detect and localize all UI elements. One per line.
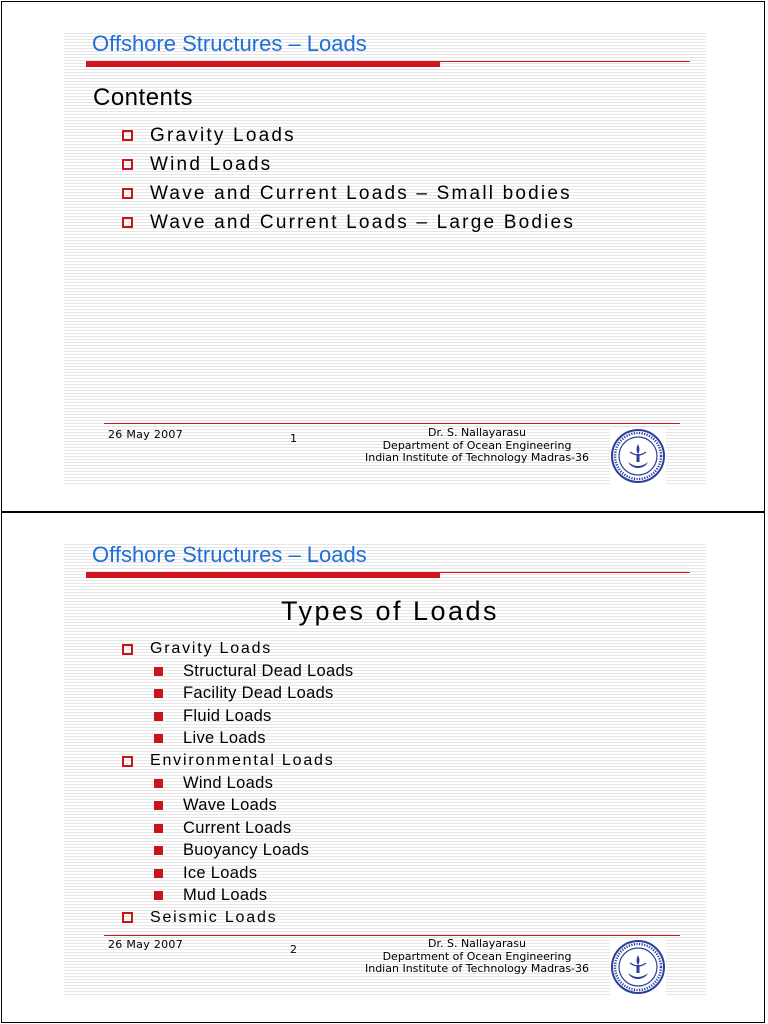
filled-square-bullet-icon — [154, 689, 163, 698]
slide-2 — [64, 542, 706, 997]
footer-department: Department of Ocean Engineering — [382, 949, 572, 963]
list-item-text: Buoyancy Loads — [183, 841, 310, 860]
hollow-square-bullet-icon — [122, 217, 133, 228]
list-item — [122, 208, 575, 237]
contents-list — [122, 121, 575, 237]
filled-square-bullet-icon — [154, 824, 163, 833]
footer-page-number: 2 — [290, 943, 297, 956]
list-item-text: Structural Dead Loads — [183, 662, 354, 681]
footer-department: Department of Ocean Engineering — [382, 438, 572, 452]
list-item-text: Live Loads — [183, 729, 266, 748]
list-item — [122, 907, 353, 929]
list-item-text: Wind Loads — [150, 153, 273, 175]
title-underline-thick — [86, 61, 440, 67]
footer-institute: Indian Institute of Technology Madras-36 — [364, 962, 590, 975]
filled-square-bullet-icon — [154, 712, 163, 721]
filled-square-bullet-icon — [154, 779, 163, 788]
list-item-text: Environmental Loads — [150, 752, 335, 770]
list-item — [122, 750, 353, 772]
filled-square-bullet-icon — [154, 667, 163, 676]
footer-page-number: 1 — [290, 432, 297, 445]
list-item-text: Fluid Loads — [183, 706, 272, 725]
footer-rule — [104, 935, 680, 936]
filled-square-bullet-icon — [154, 846, 163, 855]
list-item — [122, 150, 575, 179]
iit-madras-seal-icon — [610, 939, 666, 995]
list-item-text: Wind Loads — [183, 774, 274, 793]
title-underline-thin — [440, 61, 690, 62]
footer-rule — [104, 423, 680, 424]
hollow-square-bullet-icon — [122, 912, 133, 923]
filled-square-bullet-icon — [154, 869, 163, 878]
list-item-text: Gravity Loads — [150, 640, 273, 658]
list-item-text: Gravity Loads — [150, 124, 296, 146]
list-item-text: Wave and Current Loads – Large Bodies — [150, 211, 576, 233]
list-item-text: Mud Loads — [183, 885, 268, 904]
title-underline-thick — [86, 572, 440, 578]
list-item — [122, 179, 575, 208]
list-item-text: Wave Loads — [183, 796, 278, 815]
slide-heading: Contents — [93, 84, 194, 111]
slide-title: Offshore Structures – Loads — [92, 31, 367, 56]
hollow-square-bullet-icon — [122, 159, 133, 170]
footer-date: 26 May 2007 — [108, 938, 184, 951]
types-of-loads-list — [122, 638, 353, 929]
sub-list-item — [122, 683, 353, 705]
hollow-square-bullet-icon — [122, 130, 133, 141]
footer-date: 26 May 2007 — [108, 428, 184, 441]
slide-title: Offshore Structures – Loads — [92, 542, 367, 567]
sub-list-item — [122, 817, 353, 839]
list-item-text: Facility Dead Loads — [183, 684, 334, 703]
document-page-2 — [1, 512, 765, 1023]
list-item — [122, 638, 353, 660]
footer-author: Dr. S. Nallayarasu — [428, 937, 526, 950]
filled-square-bullet-icon — [154, 734, 163, 743]
footer-author: Dr. S. Nallayarasu — [428, 426, 526, 439]
list-item-text: Wave and Current Loads – Small bodies — [150, 182, 572, 204]
list-item-text: Seismic Loads — [150, 908, 278, 926]
sub-list-item — [122, 840, 353, 862]
footer-author-block — [364, 938, 590, 976]
footer-institute: Indian Institute of Technology Madras-36 — [364, 451, 590, 464]
footer-author-block — [364, 427, 590, 465]
sub-list-item — [122, 728, 353, 750]
hollow-square-bullet-icon — [122, 756, 133, 767]
list-item-text: Current Loads — [183, 818, 292, 837]
sub-list-item — [122, 884, 353, 906]
filled-square-bullet-icon — [154, 891, 163, 900]
hollow-square-bullet-icon — [122, 644, 133, 655]
iit-madras-seal-icon — [610, 428, 666, 484]
hollow-square-bullet-icon — [122, 188, 133, 199]
list-item-text: Ice Loads — [183, 863, 258, 882]
sub-list-item — [122, 795, 353, 817]
sub-list-item — [122, 772, 353, 794]
sub-list-item — [122, 660, 353, 682]
document-page-1 — [1, 1, 765, 512]
list-item — [122, 121, 575, 150]
slide-1 — [64, 31, 706, 486]
slide-heading: Types of Loads — [280, 596, 500, 626]
title-underline-thin — [440, 572, 690, 573]
sub-list-item — [122, 862, 353, 884]
filled-square-bullet-icon — [154, 801, 163, 810]
sub-list-item — [122, 705, 353, 727]
